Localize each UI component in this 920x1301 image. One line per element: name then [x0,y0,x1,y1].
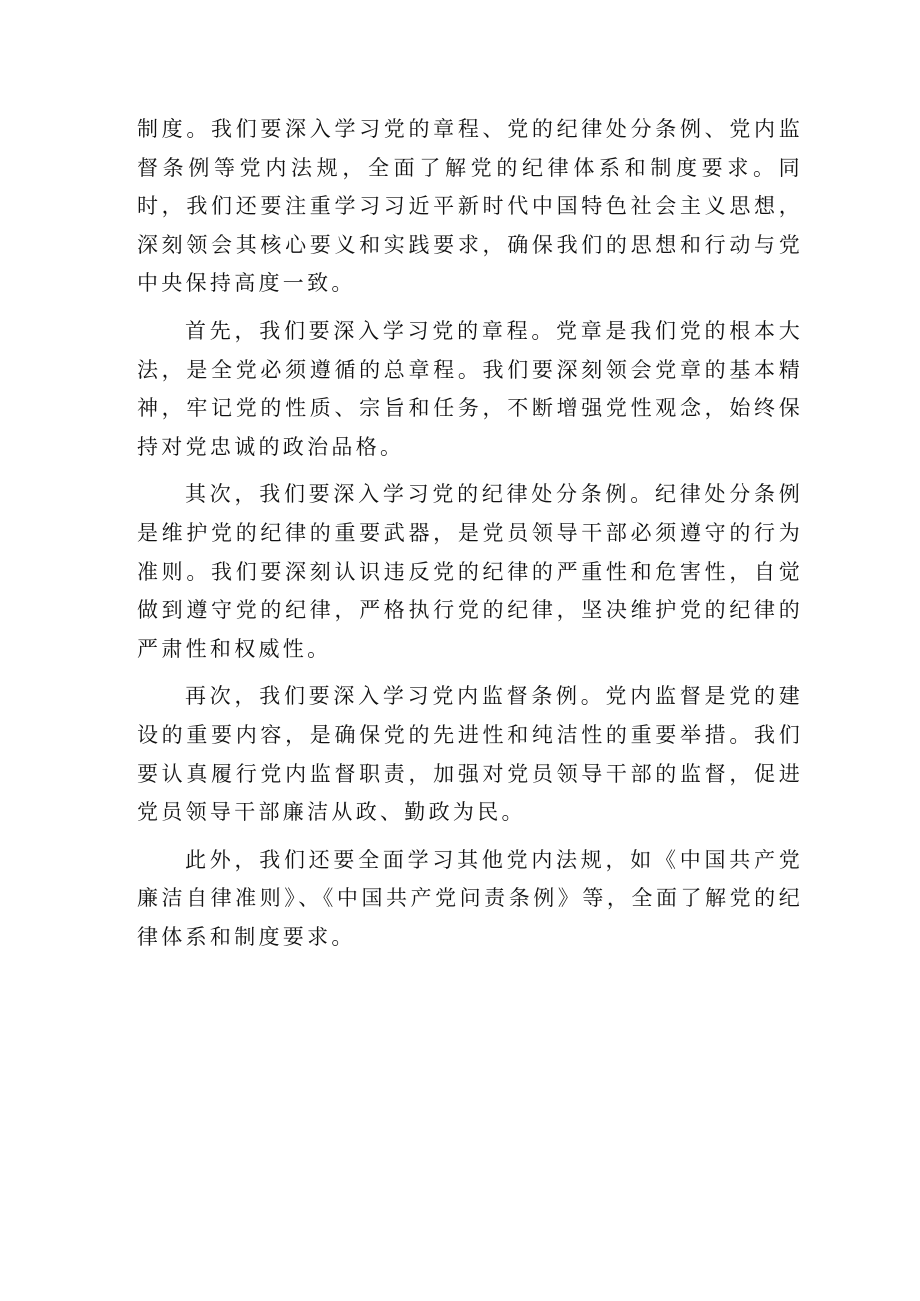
paragraph-continuation: 制度。我们要深入学习党的章程、党的纪律处分条例、党内监督条例等党内法规，全面了解党的纪律体系和制度要求。同时，我们还要注重学习习近平新时代中国特色社会主义思想，深刻领会其核心要义和实践要求，确保我们的思想和行动与党中央保持高度一致。 [137,117,803,296]
paragraph-other-regulations: 此外，我们还要全面学习其他党内法规，如《中国共产党廉洁自律准则》、《中国共产党问责条例》等，全面了解党的纪律体系和制度要求。 [137,847,803,949]
paragraph-supervision-regulations: 再次，我们要深入学习党内监督条例。党内监督是党的建设的重要内容，是确保党的先进性和纯洁性的重要举措。我们要认真履行党内监督职责，加强对党员领导干部的监督，促进党员领导干部廉洁从政、勤政为民。 [137,684,803,825]
document-body [137,110,803,965]
paragraph-disciplinary-regulations: 其次，我们要深入学习党的纪律处分条例。纪律处分条例是维护党的纪律的重要武器，是党员领导干部必须遵守的行为准则。我们要深刻认识违反党的纪律的严重性和危害性，自觉做到遵守党的纪律，严格执行党的纪律，坚决维护党的纪律的严肃性和权威性。 [137,482,803,661]
paragraph-party-constitution: 首先，我们要深入学习党的章程。党章是我们党的根本大法，是全党必须遵循的总章程。我们要深刻领会党章的基本精神，牢记党的性质、宗旨和任务，不断增强党性观念，始终保持对党忠诚的政治品格。 [137,318,803,459]
